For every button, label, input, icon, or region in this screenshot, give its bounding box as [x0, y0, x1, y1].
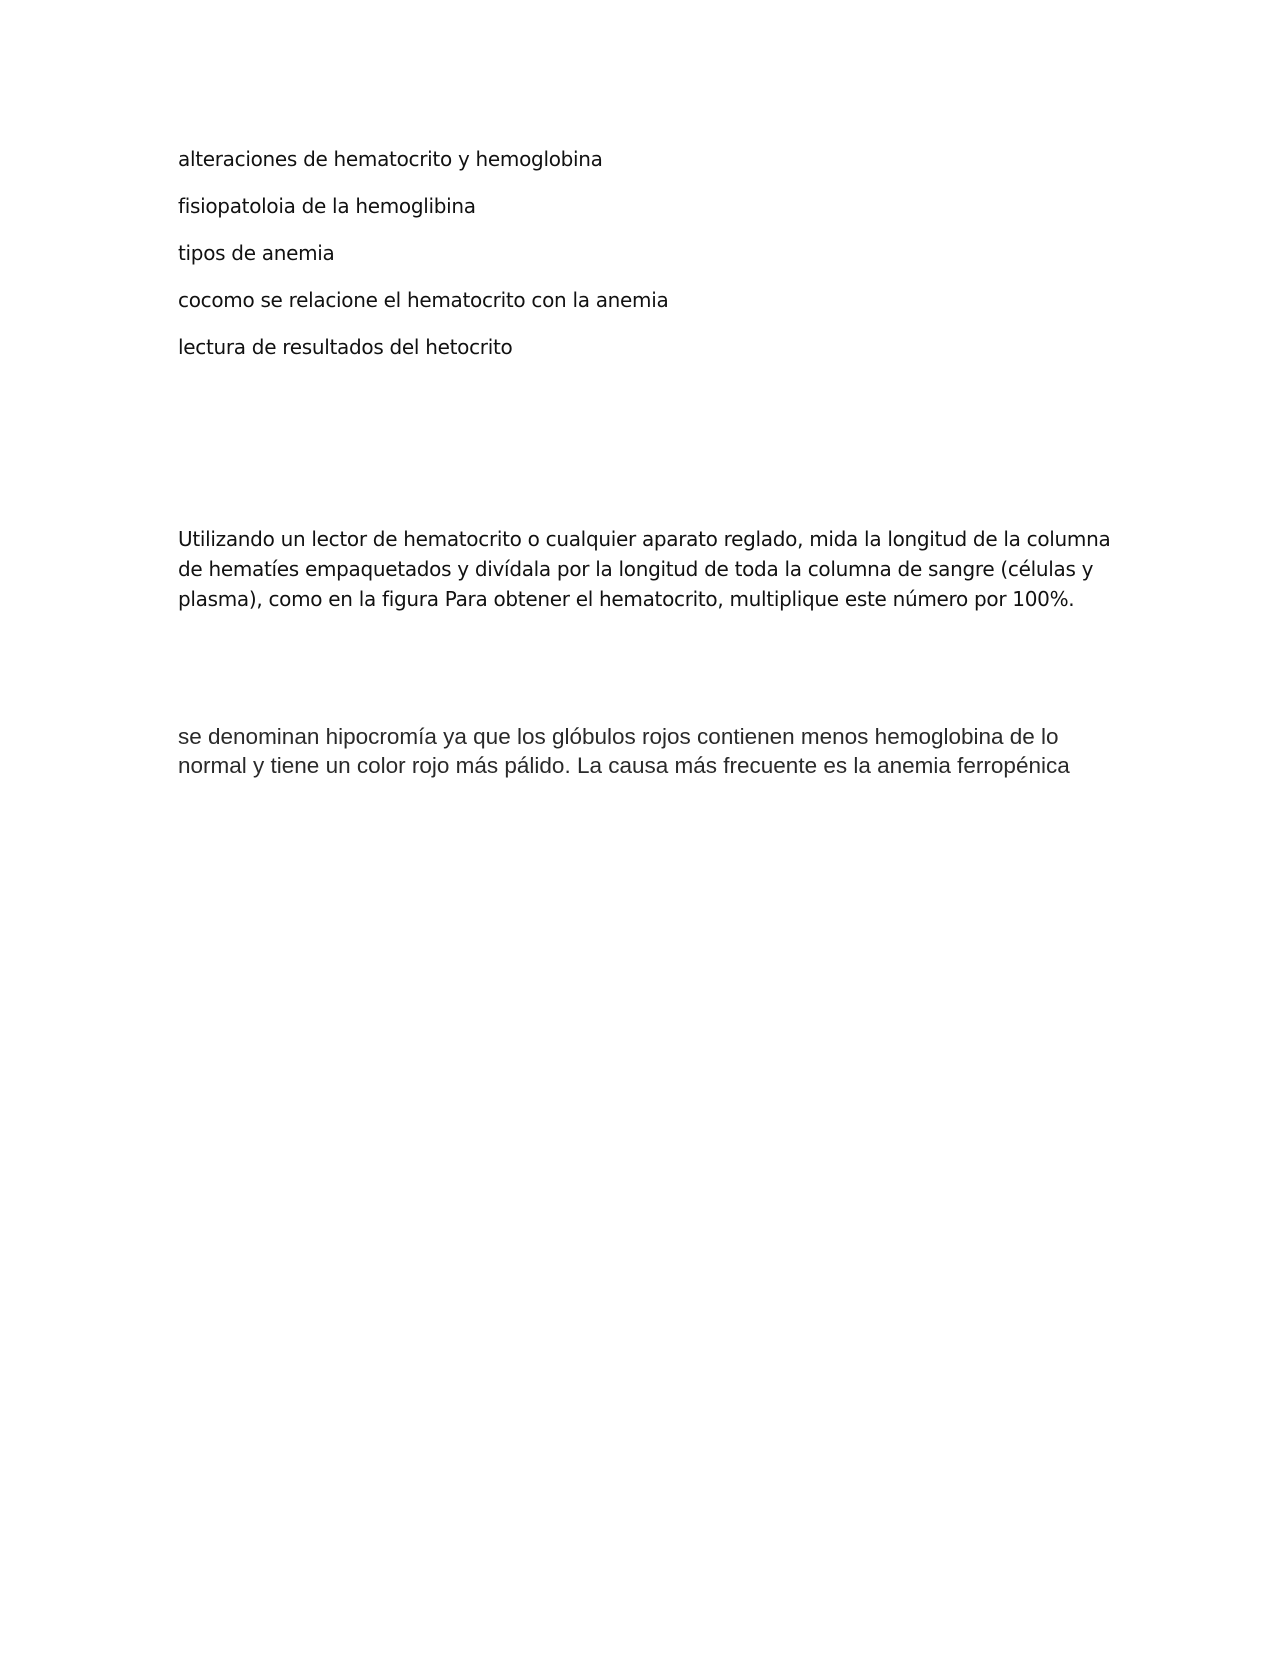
topic-item: cocomo se relacione el hematocrito con la anemia — [178, 288, 669, 312]
topic-item: tipos de anemia — [178, 241, 335, 265]
procedure-paragraph: Utilizando un lector de hematocrito o cualquier aparato reglado, mida la longitud de la columna de hematíes empaquetados y divídala por la longitud de toda la columna de sangre (células y plasma), como en la figura Para obtener el hematocrito, multiplique este número por 100%. — [178, 527, 1111, 611]
topic-item: lectura de resultados del hetocrito — [178, 335, 513, 359]
topic-item: alteraciones de hematocrito y hemoglobina — [178, 147, 603, 171]
hypochromia-paragraph: se denominan hipocromía ya que los glóbulos rojos contienen menos hemoglobina de lo normal y tiene un color rojo más pálido. La causa más frecuente es la anemia ferropénica — [178, 724, 1070, 778]
document-body — [178, 146, 1118, 778]
topic-item: fisiopatoloia de la hemoglibina — [178, 194, 476, 218]
topic-list — [178, 146, 1118, 361]
